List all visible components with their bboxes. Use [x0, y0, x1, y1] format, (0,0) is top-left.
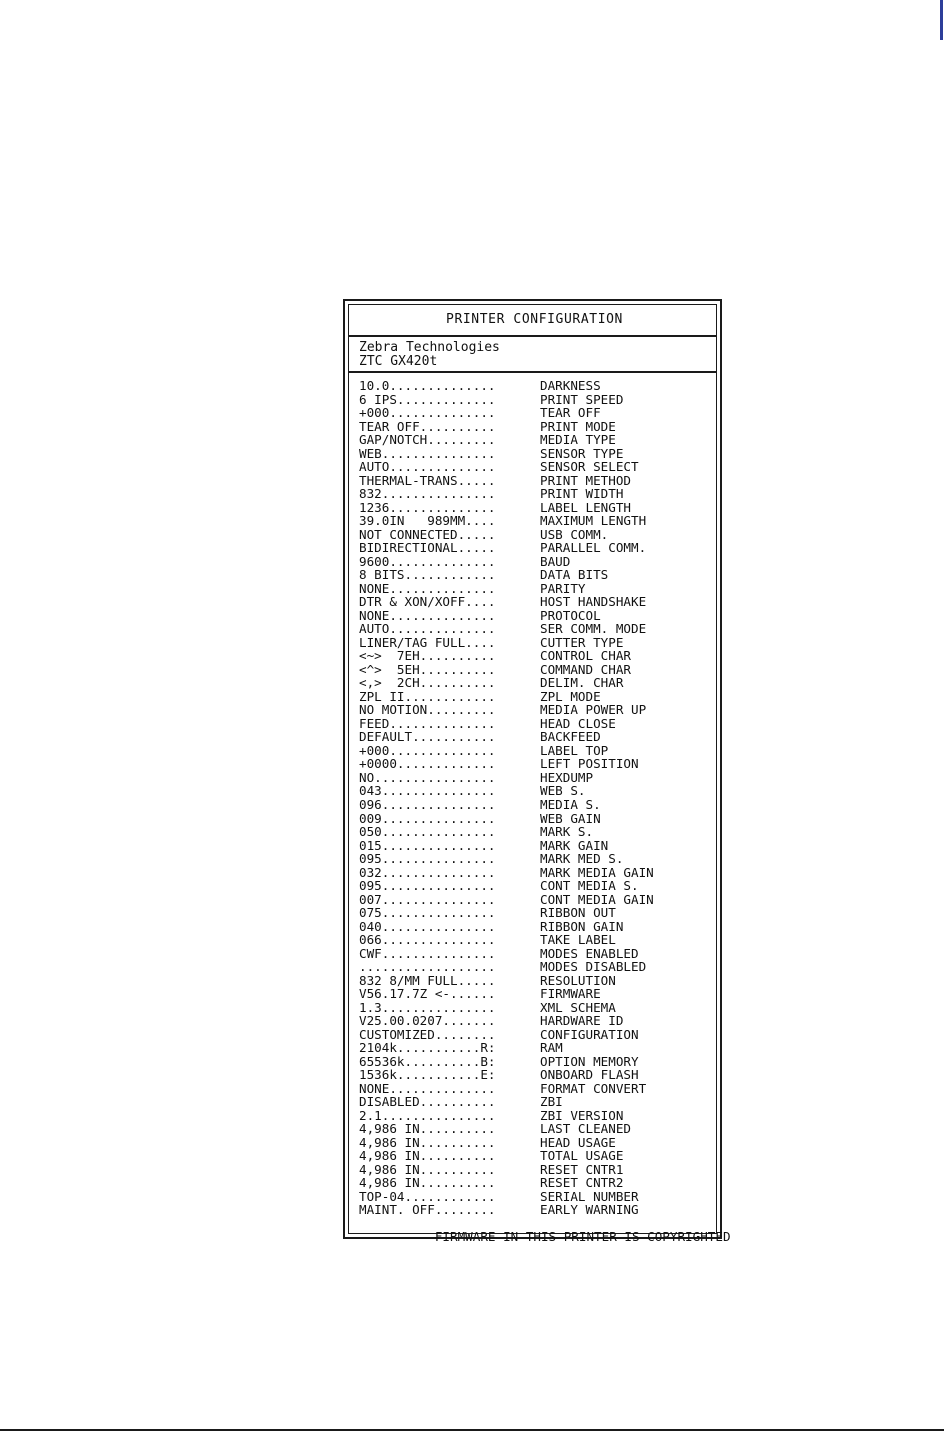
setting-row	[359, 730, 719, 744]
setting-name: WEB S.	[540, 783, 586, 799]
setting-name: PRINT MODE	[540, 418, 616, 434]
setting-value: 4,986 IN..........	[359, 1175, 496, 1191]
setting-name: MARK GAIN	[540, 837, 609, 853]
setting-name: DATA BITS	[540, 567, 609, 583]
setting-name: ZBI	[540, 1094, 563, 1110]
setting-row	[359, 1028, 719, 1042]
setting-row	[359, 406, 719, 420]
setting-name: CONTROL CHAR	[540, 648, 631, 664]
setting-name: OPTION MEMORY	[540, 1053, 639, 1069]
setting-row	[359, 514, 719, 528]
setting-row	[359, 960, 719, 974]
setting-name: ONBOARD FLASH	[540, 1067, 639, 1083]
setting-row	[359, 595, 719, 609]
setting-name: COMMAND CHAR	[540, 661, 631, 677]
setting-row	[359, 420, 719, 434]
setting-name: MEDIA TYPE	[540, 432, 616, 448]
setting-name: LAST CLEANED	[540, 1121, 631, 1137]
setting-value: 009...............	[359, 810, 496, 826]
setting-row	[359, 636, 719, 650]
setting-name: MODES DISABLED	[540, 959, 647, 975]
setting-row	[359, 1001, 719, 1015]
setting-value: AUTO..............	[359, 459, 496, 475]
setting-value: 1236..............	[359, 499, 496, 515]
setting-value: LINER/TAG FULL....	[359, 634, 496, 650]
setting-value: 39.0IN 989MM....	[359, 513, 496, 529]
setting-row	[359, 393, 719, 407]
setting-name: EARLY WARNING	[540, 1202, 639, 1218]
setting-value: 1536k...........E:	[359, 1067, 496, 1083]
setting-value: CUSTOMIZED........	[359, 1026, 496, 1042]
setting-row	[359, 893, 719, 907]
configuration-label-frame	[348, 304, 731, 1245]
setting-row	[359, 798, 719, 812]
setting-value: THERMAL-TRANS.....	[359, 472, 496, 488]
setting-row	[359, 379, 719, 393]
setting-name: MARK S.	[540, 824, 594, 840]
setting-row	[359, 987, 719, 1001]
setting-name: PRINT WIDTH	[540, 486, 624, 502]
setting-name: MODES ENABLED	[540, 945, 639, 961]
setting-row	[359, 460, 719, 474]
page-bottom-rule	[0, 1429, 944, 1431]
setting-value: V56.17.7Z <-......	[359, 986, 496, 1002]
setting-row	[359, 825, 719, 839]
setting-name: TAKE LABEL	[540, 932, 616, 948]
setting-row	[359, 866, 719, 880]
setting-value: V25.00.0207.......	[359, 1013, 496, 1029]
setting-name: CONT MEDIA S.	[540, 878, 639, 894]
setting-row	[359, 1163, 719, 1177]
setting-row	[359, 812, 719, 826]
setting-name: RESET CNTR1	[540, 1161, 624, 1177]
setting-value: +0000.............	[359, 756, 496, 772]
setting-name: HOST HANDSHAKE	[540, 594, 647, 610]
setting-row	[359, 487, 719, 501]
setting-name: PRINT SPEED	[540, 391, 624, 407]
setting-row	[359, 784, 719, 798]
setting-row	[359, 1176, 719, 1190]
setting-value: 096...............	[359, 796, 496, 812]
setting-name: HEAD USAGE	[540, 1134, 616, 1150]
setting-row	[359, 852, 719, 866]
setting-row	[359, 906, 719, 920]
setting-value: NOT CONNECTED.....	[359, 526, 496, 542]
setting-value: 007...............	[359, 891, 496, 907]
setting-row	[359, 1203, 719, 1217]
setting-name: ZPL MODE	[540, 688, 601, 704]
label-title: PRINTER CONFIGURATION	[446, 312, 623, 327]
setting-value: 075...............	[359, 905, 496, 921]
setting-row	[359, 1055, 719, 1069]
setting-value: BIDIRECTIONAL.....	[359, 540, 496, 556]
setting-name: SERIAL NUMBER	[540, 1188, 639, 1204]
setting-name: MEDIA POWER UP	[540, 702, 647, 718]
setting-name: WEB GAIN	[540, 810, 601, 826]
setting-name: RIBBON GAIN	[540, 918, 624, 934]
setting-name: FIRMWARE	[540, 986, 601, 1002]
setting-row	[359, 1109, 719, 1123]
setting-value: 832...............	[359, 486, 496, 502]
setting-name: MEDIA S.	[540, 796, 601, 812]
setting-value: 10.0..............	[359, 378, 496, 393]
setting-name: BACKFEED	[540, 729, 601, 745]
setting-value: 6 IPS.............	[359, 391, 496, 407]
setting-name: RESET CNTR2	[540, 1175, 624, 1191]
setting-name: RAM	[540, 1040, 563, 1056]
setting-value: NO................	[359, 769, 496, 785]
setting-row	[359, 568, 719, 582]
setting-value: +000..............	[359, 742, 496, 758]
setting-name: DARKNESS	[540, 378, 601, 393]
setting-value: 8 BITS............	[359, 567, 496, 583]
maker-section	[349, 337, 716, 373]
setting-value: NONE..............	[359, 607, 496, 623]
setting-row	[359, 447, 719, 461]
setting-value: AUTO..............	[359, 621, 496, 637]
setting-value: <~> 7EH..........	[359, 648, 496, 664]
setting-value: 4,986 IN..........	[359, 1134, 496, 1150]
setting-row	[359, 555, 719, 569]
setting-row	[359, 1041, 719, 1055]
setting-name: TOTAL USAGE	[540, 1148, 624, 1164]
setting-value: 4,986 IN..........	[359, 1121, 496, 1137]
setting-name: HEAD CLOSE	[540, 715, 616, 731]
setting-value: 032...............	[359, 864, 496, 880]
setting-value: 832 8/MM FULL.....	[359, 972, 496, 988]
setting-row	[359, 1068, 719, 1082]
setting-value: TOP-04............	[359, 1188, 496, 1204]
setting-value: 015...............	[359, 837, 496, 853]
title-section	[349, 305, 716, 337]
setting-row	[359, 839, 719, 853]
setting-row	[359, 1082, 719, 1096]
setting-name: PROTOCOL	[540, 607, 601, 623]
setting-row	[359, 771, 719, 785]
setting-value: MAINT. OFF........	[359, 1202, 496, 1218]
setting-row	[359, 609, 719, 623]
printer-model: ZTC GX420t	[359, 354, 438, 369]
setting-value: 4,986 IN..........	[359, 1161, 496, 1177]
setting-name: PARITY	[540, 580, 586, 596]
setting-value: 050...............	[359, 824, 496, 840]
setting-row	[359, 1190, 719, 1204]
configuration-label	[343, 299, 731, 1245]
setting-value: GAP/NOTCH.........	[359, 432, 496, 448]
setting-row	[359, 582, 719, 596]
setting-name: XML SCHEMA	[540, 999, 616, 1015]
setting-name: MAXIMUM LENGTH	[540, 513, 647, 529]
setting-value: +000..............	[359, 405, 496, 421]
setting-name: SENSOR SELECT	[540, 459, 639, 475]
setting-name: RESOLUTION	[540, 972, 616, 988]
setting-row	[359, 1136, 719, 1150]
setting-value: 2.1...............	[359, 1107, 496, 1123]
setting-row	[359, 690, 719, 704]
setting-row	[359, 974, 719, 988]
settings-list	[359, 378, 731, 1245]
setting-name: RIBBON OUT	[540, 905, 616, 921]
setting-name: SENSOR TYPE	[540, 445, 624, 461]
setting-row	[359, 433, 719, 447]
setting-value: ZPL II............	[359, 688, 496, 704]
setting-value: DTR & XON/XOFF....	[359, 594, 496, 610]
copyright-text: FIRMWARE IN THIS PRINTER IS COPYRIGHTED	[434, 1229, 731, 1245]
setting-value: 066...............	[359, 932, 496, 948]
setting-row	[359, 501, 719, 515]
setting-row	[359, 474, 719, 488]
setting-name: FORMAT CONVERT	[540, 1080, 647, 1096]
setting-value: 2104k...........R:	[359, 1040, 496, 1056]
setting-row	[359, 947, 719, 961]
setting-name: CONT MEDIA GAIN	[540, 891, 654, 907]
setting-name: MARK MEDIA GAIN	[540, 864, 654, 880]
setting-name: PARALLEL COMM.	[540, 540, 647, 556]
setting-row	[359, 920, 719, 934]
setting-row	[359, 703, 719, 717]
maker-name: Zebra Technologies	[359, 340, 500, 355]
setting-row	[359, 879, 719, 893]
setting-row	[359, 676, 719, 690]
setting-value: 040...............	[359, 918, 496, 934]
setting-value: 65536k..........B:	[359, 1053, 496, 1069]
setting-value: DISABLED..........	[359, 1094, 496, 1110]
copyright-footer	[359, 1217, 731, 1245]
setting-row	[359, 1095, 719, 1109]
setting-name: CUTTER TYPE	[540, 634, 624, 650]
setting-name: HARDWARE ID	[540, 1013, 624, 1029]
settings-section	[349, 375, 731, 1245]
setting-name: LABEL TOP	[540, 742, 609, 758]
setting-value: 043...............	[359, 783, 496, 799]
setting-row	[359, 663, 719, 677]
setting-name: ZBI VERSION	[540, 1107, 624, 1123]
setting-value: 1.3...............	[359, 999, 496, 1015]
page-edge-tab	[940, 0, 943, 40]
setting-row	[359, 744, 719, 758]
setting-name: SER COMM. MODE	[540, 621, 647, 637]
setting-name: HEXDUMP	[540, 769, 594, 785]
setting-name: USB COMM.	[540, 526, 609, 542]
setting-value: WEB...............	[359, 445, 496, 461]
setting-row	[359, 1149, 719, 1163]
setting-value: CWF...............	[359, 945, 496, 961]
setting-name: MARK MED S.	[540, 851, 624, 867]
setting-name: LABEL LENGTH	[540, 499, 631, 515]
setting-name: LEFT POSITION	[540, 756, 639, 772]
setting-name: CONFIGURATION	[540, 1026, 639, 1042]
setting-row	[359, 757, 719, 771]
setting-value: NONE..............	[359, 580, 496, 596]
setting-value: FEED..............	[359, 715, 496, 731]
setting-name: DELIM. CHAR	[540, 675, 624, 691]
setting-value: 095...............	[359, 851, 496, 867]
setting-value: 095...............	[359, 878, 496, 894]
setting-row	[359, 1014, 719, 1028]
setting-name: PRINT METHOD	[540, 472, 631, 488]
setting-value: ..................	[359, 959, 496, 975]
setting-value: NONE..............	[359, 1080, 496, 1096]
setting-row	[359, 622, 719, 636]
setting-name: TEAR OFF	[540, 405, 601, 421]
setting-row	[359, 933, 719, 947]
setting-row	[359, 717, 719, 731]
setting-value: NO MOTION.........	[359, 702, 496, 718]
setting-value: DEFAULT...........	[359, 729, 496, 745]
setting-value: <^> 5EH..........	[359, 661, 496, 677]
setting-value: 4,986 IN..........	[359, 1148, 496, 1164]
setting-row	[359, 528, 719, 542]
setting-name: BAUD	[540, 553, 571, 569]
setting-value: 9600..............	[359, 553, 496, 569]
setting-row	[359, 541, 719, 555]
setting-value: <,> 2CH..........	[359, 675, 496, 691]
setting-row	[359, 649, 719, 663]
setting-value: TEAR OFF..........	[359, 418, 496, 434]
setting-row	[359, 1122, 719, 1136]
